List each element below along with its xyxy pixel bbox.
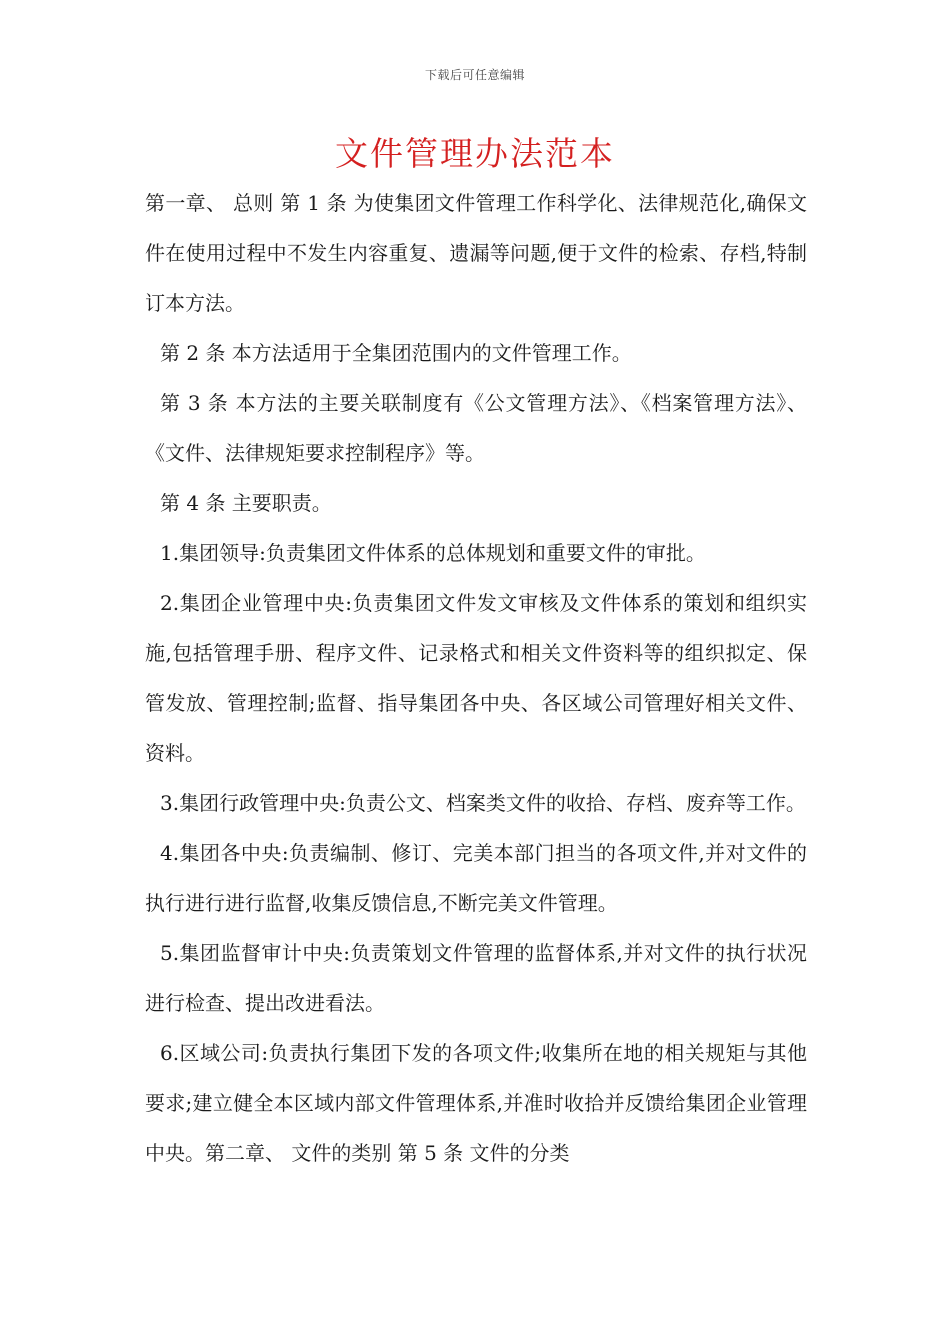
header-note: 下载后可任意编辑 [424, 68, 525, 82]
paragraph-article3: 第 3 条 本方法的主要关联制度有《公文管理方法》、《档案管理方法》、《文件、法律规矩要求控制程序》等。 [145, 391, 807, 465]
paragraph-duty-3: 3.集团行政管理中央:负责公文、档案类文件的收拾、存档、废弃等工作。 [160, 791, 806, 815]
paragraph-duty-4: 4.集团各中央:负责编制、修订、完美本部门担当的各项文件,并对文件的执行进行进行监督,收集反馈信息,不断完美文件管理。 [145, 841, 807, 915]
paragraph-article4: 第 4 条 主要职责。 [160, 491, 332, 515]
paragraph-duty-6: 6.区域公司:负责执行集团下发的各项文件;收集所在地的相关规矩与其他要求;建立健全本区域内部文件管理体系,并准时收拾并反馈给集团企业管理中央。第二章、 文件的类别 第 5 条 文件的分类 [145, 1041, 807, 1165]
document-title: 文件管理办法范本 [335, 134, 615, 173]
document-body [145, 178, 807, 1178]
paragraph-article2: 第 2 条 本方法适用于全集团范围内的文件管理工作。 [160, 341, 632, 365]
paragraph-chapter1-article1: 第一章、 总则 第 1 条 为使集团文件管理工作科学化、法律规范化,确保文件在使用过程中不发生内容重复、遗漏等问题,便于文件的检索、存档,特制订本方法。 [145, 191, 807, 315]
paragraph-duty-2: 2.集团企业管理中央:负责集团文件发文审核及文件体系的策划和组织实施,包括管理手册、程序文件、记录格式和相关文件资料等的组织拟定、保管发放、管理控制;监督、指导集团各中央、各区域公司管理好相关文件、资料。 [145, 591, 807, 765]
paragraph-duty-5: 5.集团监督审计中央:负责策划文件管理的监督体系,并对文件的执行状况进行检查、提出改进看法。 [145, 941, 807, 1015]
paragraph-duty-1: 1.集团领导:负责集团文件体系的总体规划和重要文件的审批。 [160, 541, 706, 565]
